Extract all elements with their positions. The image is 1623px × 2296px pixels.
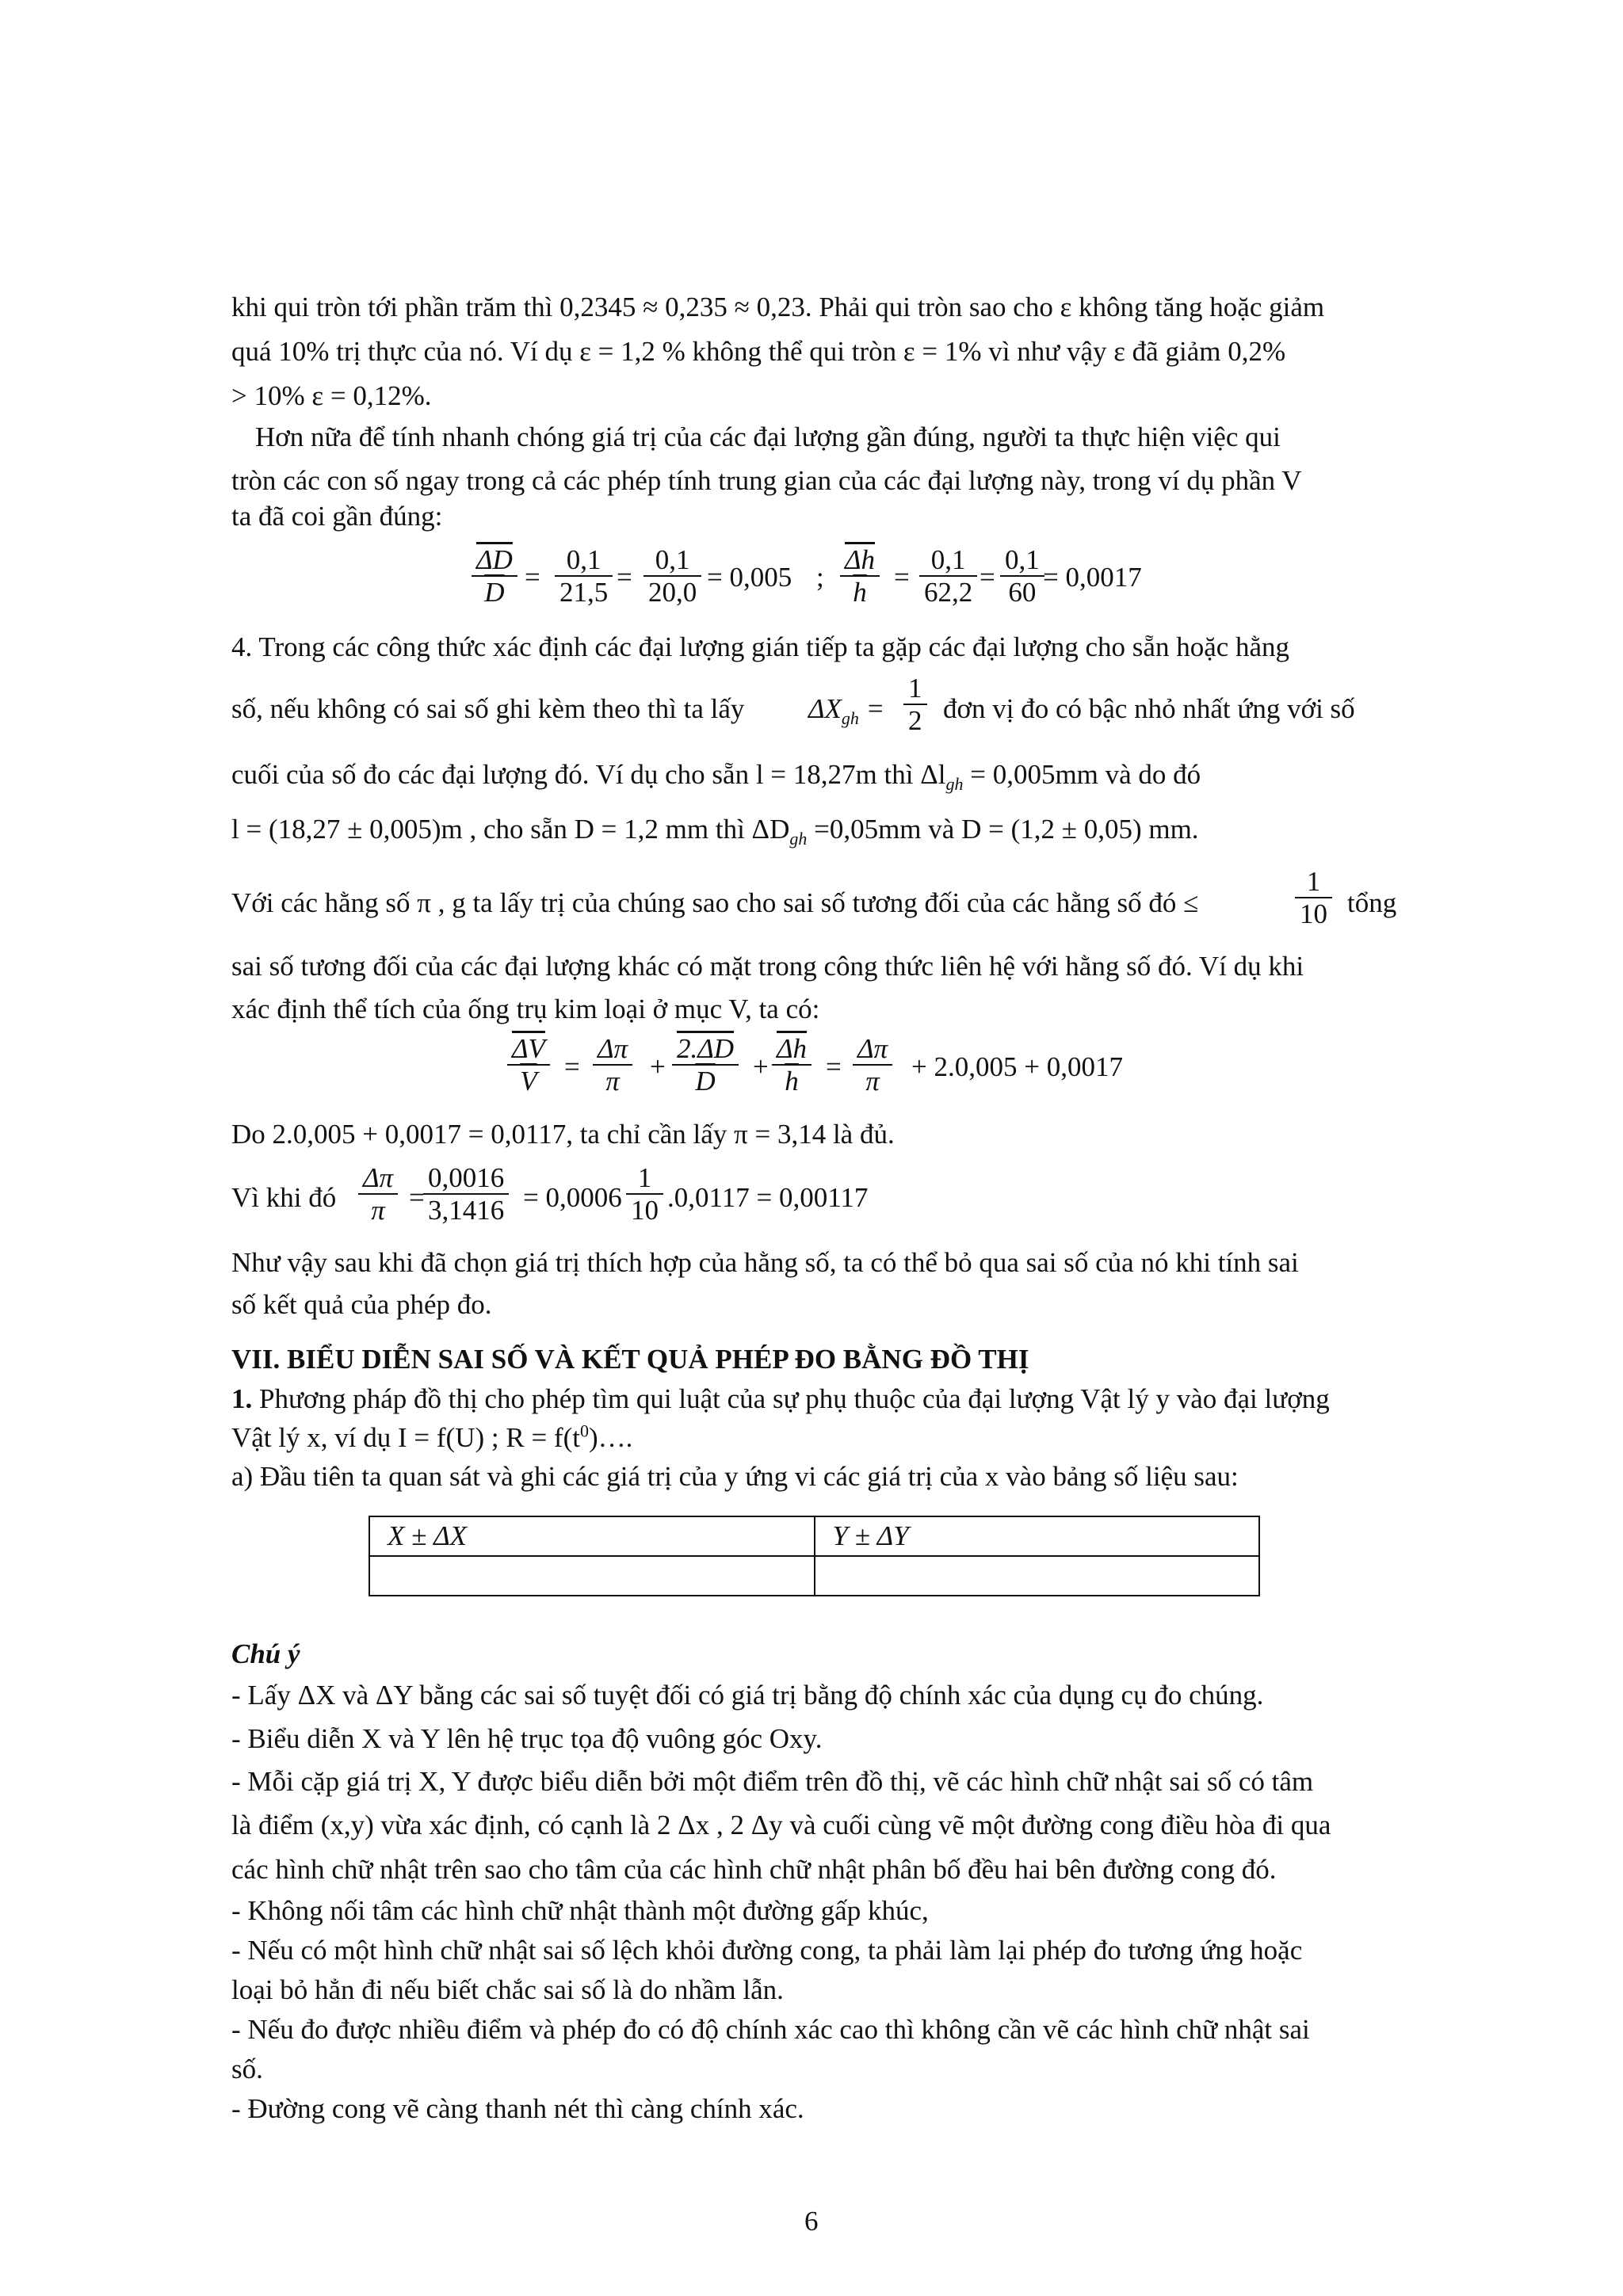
- note-item: các hình chữ nhật trên sao cho tâm của các hình chữ nhật phân bố đều hai bên đường cong đó.: [231, 1854, 1277, 1885]
- text-line: Vật lý x, ví dụ I = f(U) ; $R = f(t^0)\dots$.: [231, 1421, 633, 1453]
- note-item: loại bỏ hẳn đi nếu biết chắc sai số là do nhầm lẫn.: [231, 1974, 784, 2005]
- table-cell: [815, 1556, 1260, 1596]
- text-line: số kết quả của phép đo.: [231, 1289, 492, 1320]
- note-item: - Đường cong vẽ càng thanh nét thì càng chính xác.: [231, 2093, 804, 2124]
- fraction: $\frac{\Delta\pi}{\pi}$: [853, 1034, 892, 1097]
- text-line: khi qui tròn tới phần trăm thì 0,2345 ≈ 0,235 ≈ 0,23. Phải qui tròn sao cho ε không tăng hoặc giảm: [231, 292, 1325, 322]
- fraction: $\frac{2.\Delta D}{D}$: [672, 1034, 739, 1097]
- fraction: $\frac{0,0016}{3,1416}$: [423, 1163, 509, 1226]
- note-item: - Lấy ΔX và ΔY bằng các sai số tuyệt đối có giá trị bằng độ chính xác của dụng cụ đo chúng.: [231, 1680, 1264, 1711]
- equals-sign: =: [617, 562, 632, 593]
- text-line: > 10% ε = 0,12%.: [231, 380, 432, 411]
- equals-sign: =: [980, 562, 995, 593]
- tail: .0,0117 = 0,00117: [667, 1182, 869, 1213]
- equals-sign: =: [525, 562, 540, 593]
- fraction-one-half: $\frac{1}{2}$: [903, 673, 927, 737]
- result: = 0,0006: [523, 1182, 622, 1213]
- table-row: [369, 1516, 1259, 1556]
- fraction: $\frac{\overline{\Delta D}}{D}$: [472, 545, 517, 608]
- plus-sign: +: [650, 1051, 666, 1082]
- data-table: [369, 1516, 1260, 1596]
- table-header-y: Y ± ΔY: [815, 1516, 1260, 1556]
- note-item: - Nếu đo được nhiều điểm và phép đo có độ chính xác cao thì không cần vẽ các hình chữ nhật sai: [231, 2014, 1310, 2045]
- fraction: $\frac{1}{10}$: [626, 1163, 663, 1226]
- fraction: $\frac{\overline{\Delta h}}{h}$: [840, 545, 880, 608]
- text-line: a) Đầu tiên ta quan sát và ghi các giá trị của y ứng vi các giá trị của x vào bảng số liệu sau:: [231, 1461, 1239, 1492]
- tail: + 2.0,005 + 0,0017: [911, 1051, 1123, 1082]
- equals-sign: =: [564, 1051, 580, 1082]
- text-line: xác định thể tích của ống trụ kim loại ở mục V, ta có:: [231, 994, 820, 1024]
- fraction: $\frac{0,1}{20,0}$: [643, 545, 701, 608]
- plus-sign: +: [753, 1051, 769, 1082]
- text-line: Hơn nữa để tính nhanh chóng giá trị của các đại lượng gần đúng, người ta thực hiện việc qui: [255, 421, 1281, 452]
- text-line: tổng: [1347, 887, 1397, 918]
- text-line: Như vậy sau khi đã chọn giá trị thích hợp của hằng số, ta có thể bỏ qua sai số của nó khi tính sai: [231, 1247, 1299, 1278]
- fraction: $\frac{0,1}{60}$: [1000, 545, 1044, 608]
- note-item: - Biểu diễn X và Y lên hệ trục tọa độ vuông góc Oxy.: [231, 1723, 823, 1754]
- fraction: $\frac{0,1}{21,5}$: [555, 545, 613, 608]
- fraction: $\frac{\Delta\pi}{\pi}$: [593, 1034, 632, 1097]
- text-line: cuối của số đo các đại lượng đó. Ví dụ cho sẵn l = 18,27m thì $\Delta l_{gh} = 0,005mm$ và do đó: [231, 759, 1201, 794]
- note-item: - Nếu có một hình chữ nhật sai số lệch khỏi đường cong, ta phải làm lại phép đo tương ứng hoặc: [231, 1935, 1303, 1966]
- fraction-one-tenth: $\frac{1}{10}$: [1295, 867, 1332, 930]
- note-item: số.: [231, 2054, 263, 2084]
- text-line: Do 2.0,005 + 0,0017 = 0,0117, ta chỉ cần lấy π = 3,14 là đủ.: [231, 1119, 895, 1150]
- table-cell: [369, 1556, 815, 1596]
- table-row: [369, 1556, 1259, 1596]
- text-line: quá 10% trị thực của nó. Ví dụ ε = 1,2 % không thể qui tròn ε = 1% vì như vậy ε đã giảm 0,2%: [231, 336, 1286, 367]
- fraction: $\frac{\Delta\pi}{\pi}$: [358, 1163, 398, 1226]
- section-heading: VII. BIỂU DIỄN SAI SỐ VÀ KẾT QUẢ PHÉP ĐO BẰNG ĐỒ THỊ: [231, 1344, 1029, 1375]
- result: = 0,0017: [1043, 562, 1142, 593]
- delta-x-gh: $\Delta X_{gh}$ =: [808, 693, 885, 728]
- table-header-x: X ± ΔX: [369, 1516, 815, 1556]
- text-line: số, nếu không có sai số ghi kèm theo thì ta lấy: [231, 693, 745, 724]
- fraction: $\frac{\overline{\Delta h}}{h}$: [772, 1034, 812, 1097]
- page-number: 6: [804, 2206, 819, 2237]
- result: = 0,005: [707, 562, 792, 593]
- equals-sign: =: [826, 1051, 842, 1082]
- separator: ;: [816, 562, 824, 593]
- text-line: Với các hằng số π , g ta lấy trị của chúng sao cho sai số tương đối của các hằng số đó ≤: [231, 887, 1199, 918]
- text-line: ta đã coi gần đúng:: [231, 501, 443, 532]
- equals-sign: =: [894, 562, 910, 593]
- note-item: - Không nối tâm các hình chữ nhật thành một đường gấp khúc,: [231, 1895, 929, 1926]
- equals-sign: =: [409, 1182, 425, 1213]
- note-item: - Mỗi cặp giá trị X, Y được biểu diễn bởi một điểm trên đồ thị, vẽ các hình chữ nhật sai số có tâm: [231, 1766, 1314, 1797]
- text-line: 4. Trong các công thức xác định các đại lượng gián tiếp ta gặp các đại lượng cho sẵn hoặc hằng: [231, 631, 1290, 662]
- text-line: tròn các con số ngay trong cả các phép tính trung gian của các đại lượng này, trong ví dụ phần V: [231, 465, 1302, 496]
- note-title: Chú ý: [231, 1638, 300, 1669]
- text-line: đơn vị đo có bậc nhỏ nhất ứng với số: [943, 693, 1355, 724]
- text-line: Vì khi đó: [231, 1182, 337, 1213]
- text-line: 1. Phương pháp đồ thị cho phép tìm qui luật của sự phụ thuộc của đại lượng Vật lý y vào đại lượng: [231, 1383, 1330, 1414]
- note-item: là điểm (x,y) vừa xác định, có cạnh là 2 Δx , 2 Δy và cuối cùng vẽ một đường cong điều hòa đi qua: [231, 1810, 1331, 1840]
- text-line: l = (18,27 ± 0,005)m , cho sẵn D = 1,2 mm thì $\Delta D_{gh} =0,05mm$ và D = (1,2 ± 0,05) mm.: [231, 814, 1199, 849]
- fraction: $\frac{\overline{\Delta V}}{V}$: [507, 1034, 550, 1097]
- text-line: sai số tương đối của các đại lượng khác có mặt trong công thức liên hệ với hằng số đó. Ví dụ khi: [231, 951, 1304, 982]
- fraction: $\frac{0,1}{62,2}$: [919, 545, 977, 608]
